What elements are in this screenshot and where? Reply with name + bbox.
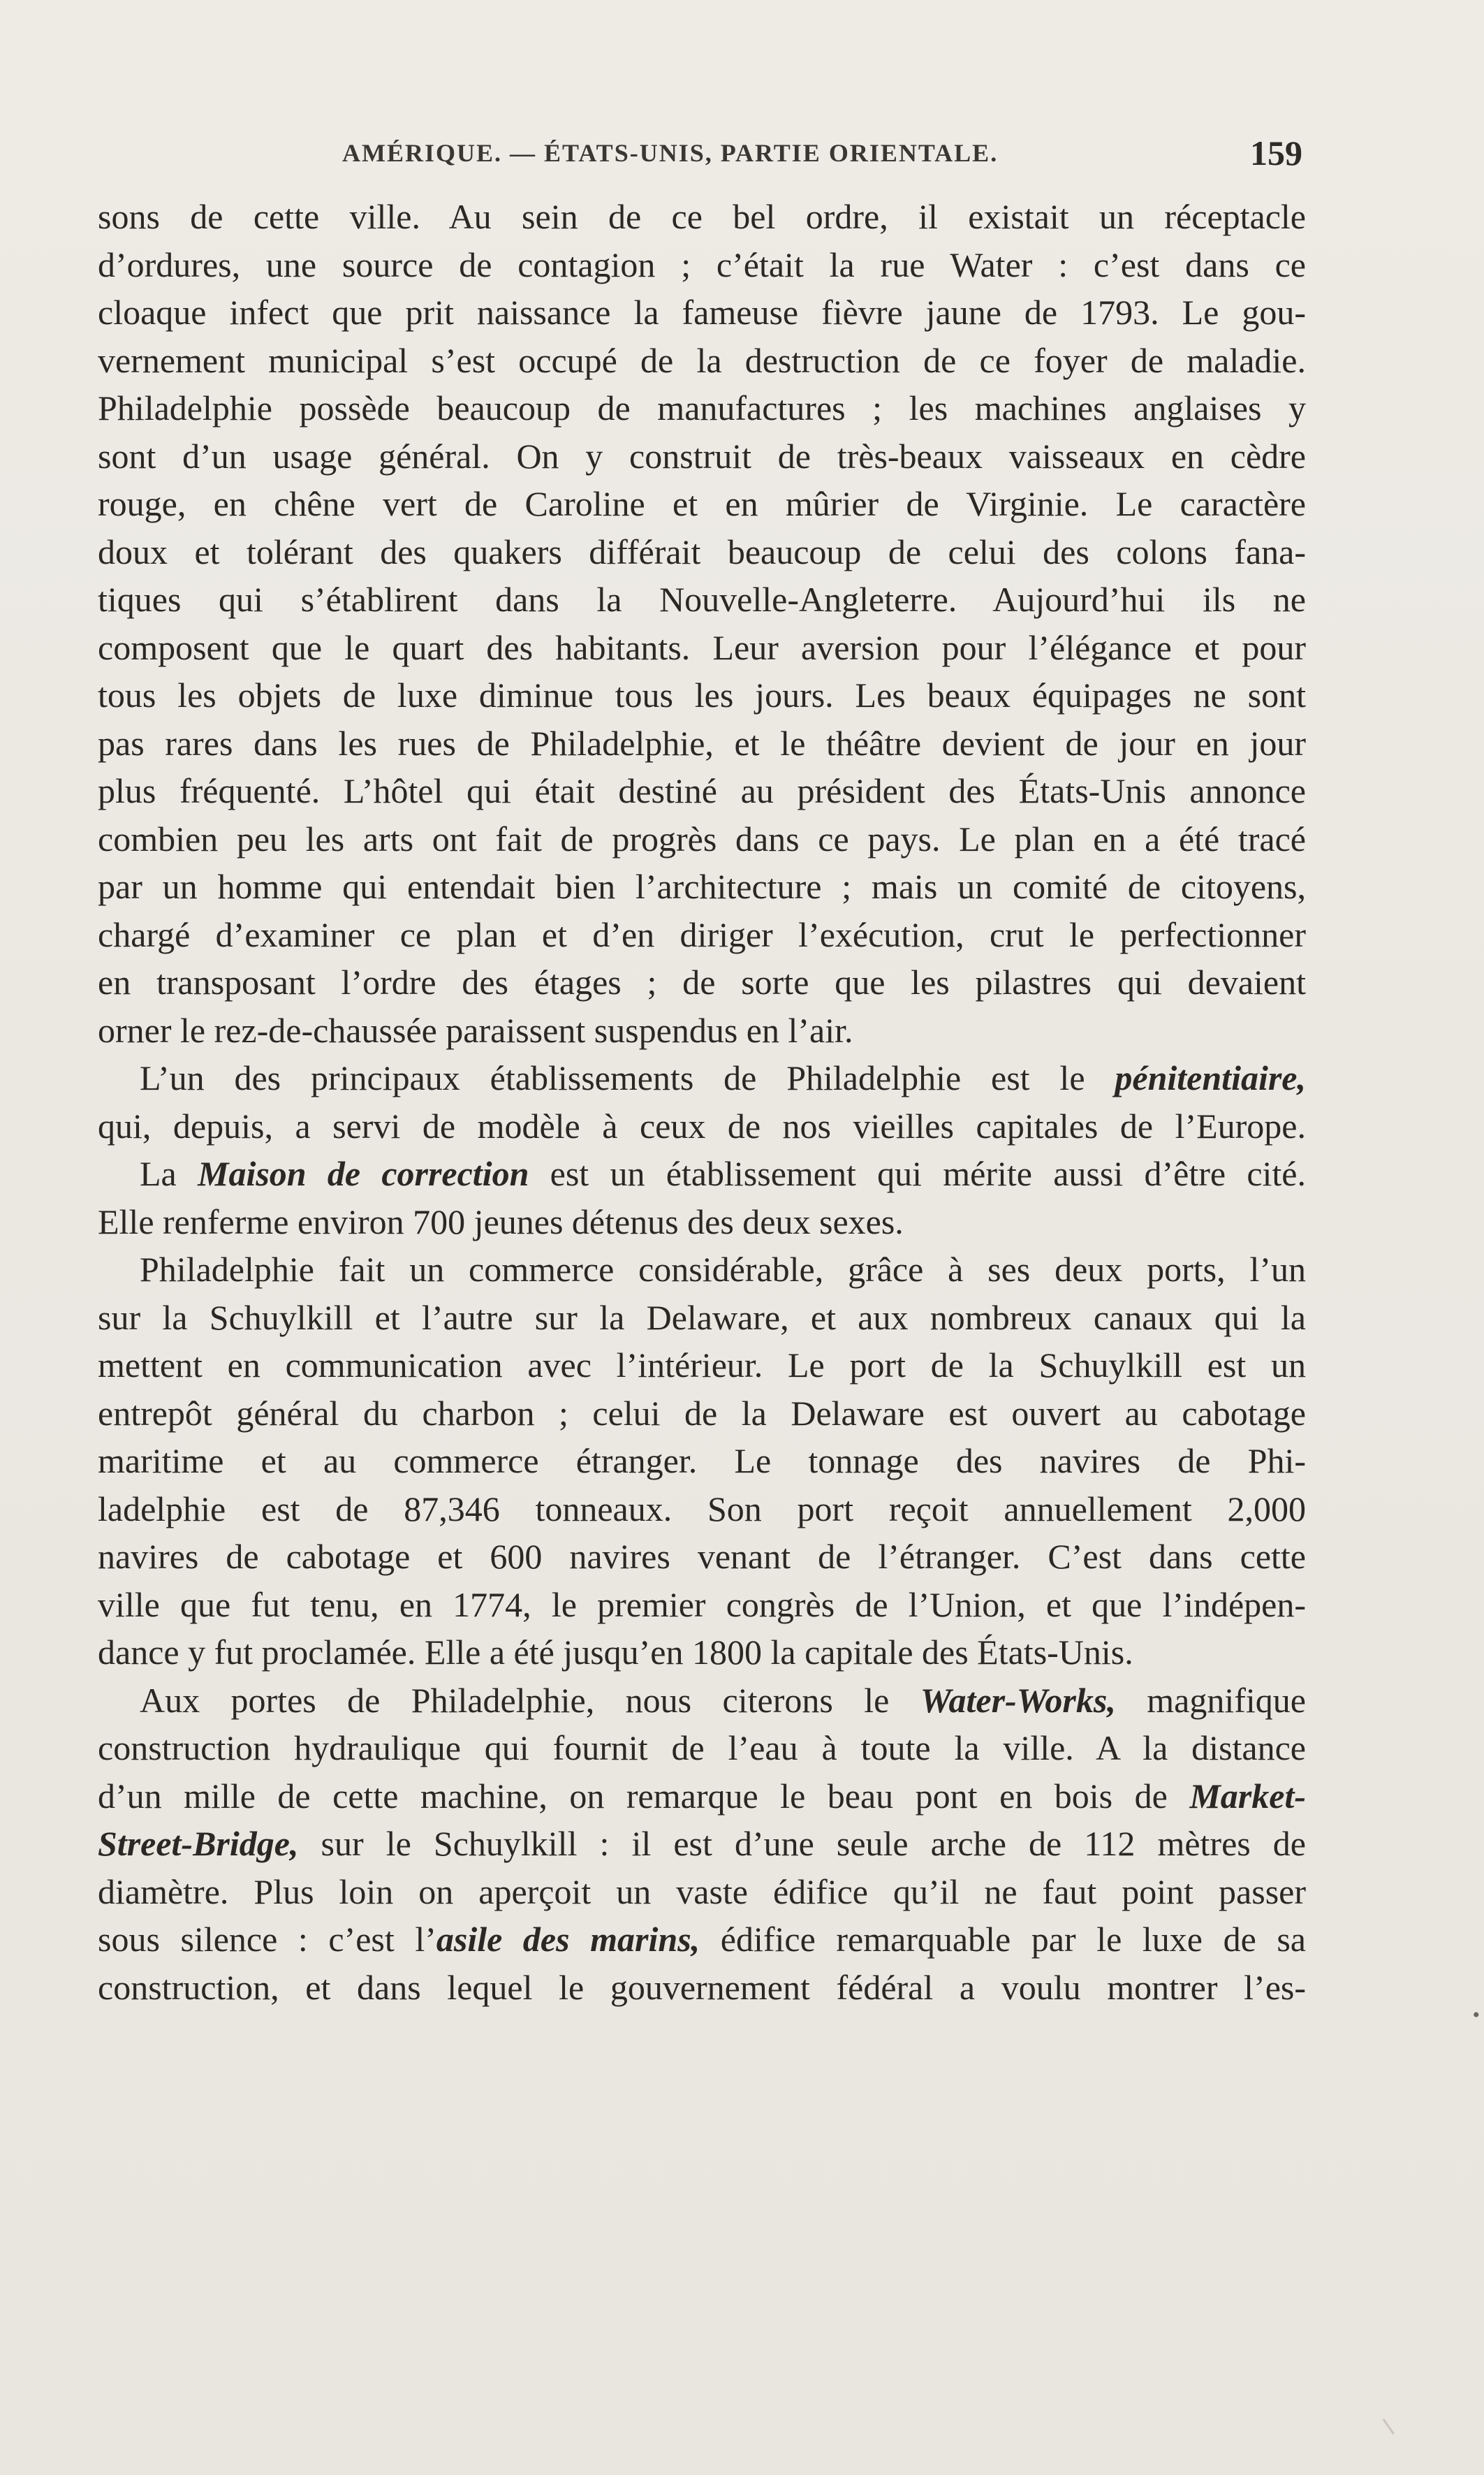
- text-line: [98, 1820, 1306, 1868]
- text-line: par un homme qui entendait bien l’architecture ; mais un comité de citoyens,: [98, 867, 1306, 906]
- text-line: sur la Schuylkill et l’autre sur la Delaware, et aux nombreux canaux qui la: [98, 1297, 1306, 1337]
- text-line: [98, 1915, 1306, 1964]
- text-line: orner le rez-de-chaussée paraissent suspendus en l’air.: [98, 1010, 853, 1050]
- text-run: La: [140, 1154, 198, 1193]
- text-line: chargé d’examiner ce plan et d’en diriger l’exécution, crut le perfectionner: [98, 914, 1306, 954]
- text-line: qui, depuis, a servi de modèle à ceux de nos vieilles capitales de l’Europe.: [98, 1106, 1306, 1146]
- text-line: construction hydraulique qui fournit de l’eau à toute la ville. A la distance: [98, 1728, 1306, 1767]
- margin-dot-mark: •: [1472, 2003, 1480, 2027]
- text-line: diamètre. Plus loin on aperçoit un vaste édifice qu’il ne faut point passer: [98, 1871, 1306, 1911]
- text-line: cloaque infect que prit naissance la fameuse fièvre jaune de 1793. Le gou-: [98, 293, 1306, 332]
- text-run: édifice remarquable par le luxe de sa: [700, 1920, 1306, 1959]
- text-line: dance y fut proclamée. Elle a été jusqu’en 1800 la capitale des États-Unis.: [98, 1633, 1133, 1672]
- text-line: maritime et au commerce étranger. Le tonnage des navires de Phi-: [98, 1441, 1306, 1480]
- text-line: sont d’un usage général. On y construit de très-beaux vaisseaux en cèdre: [98, 436, 1306, 476]
- text-line: combien peu les arts ont fait de progrès dans ce pays. Le plan en a été tracé: [98, 819, 1306, 859]
- text-line: [98, 1054, 1306, 1102]
- text-line: sons de cette ville. Au sein de ce bel ordre, il existait un réceptacle: [98, 197, 1306, 236]
- text-run: d’un mille de cette machine, on remarque le beau pont en bois de: [98, 1776, 1190, 1816]
- text-line: ladelphie est de 87,346 tonneaux. Son port reçoit annuellement 2,000: [98, 1489, 1306, 1528]
- text-line: ville que fut tenu, en 1774, le premier congrès de l’Union, et que l’indépen-: [98, 1584, 1306, 1624]
- text-line: tous les objets de luxe diminue tous les jours. Les beaux équipages ne sont: [98, 676, 1306, 715]
- text-run: sous silence : c’est l’: [98, 1920, 436, 1959]
- emphasis-market: Market-: [1189, 1776, 1306, 1816]
- text-run: est un établissement qui mérite aussi d’être cité.: [529, 1154, 1306, 1193]
- text-line: navires de cabotage et 600 navires venant de l’étranger. C’est dans cette: [98, 1537, 1306, 1576]
- text-line: d’ordures, une source de contagion ; c’était la rue Water : c’est dans ce: [98, 244, 1306, 284]
- text-line: vernement municipal s’est occupé de la destruction de ce foyer de maladie.: [98, 340, 1306, 380]
- text-line: doux et tolérant des quakers différait beaucoup de celui des colons fana-: [98, 532, 1306, 571]
- page-header: [342, 133, 1302, 182]
- text-line: mettent en communication avec l’intérieur. Le port de la Schuylkill est un: [98, 1345, 1306, 1385]
- text-line: [98, 1150, 1306, 1198]
- emphasis-water-works: Water-Works,: [920, 1680, 1116, 1720]
- running-head: AMÉRIQUE. — ÉTATS-UNIS, PARTIE ORIENTALE.: [342, 139, 999, 167]
- text-line: [98, 1772, 1306, 1820]
- emphasis-asile-des-marins: asile des marins,: [436, 1920, 700, 1959]
- text-line: en transposant l’ordre des étages ; de sorte que les pilastres qui devaient: [98, 963, 1306, 1002]
- text-line: [98, 1677, 1306, 1725]
- text-line: composent que le quart des habitants. Leur aversion pour l’élégance et pour: [98, 627, 1306, 667]
- emphasis-penitentiaire: pénitentiaire,: [1115, 1058, 1306, 1097]
- text-run: magnifique: [1115, 1680, 1306, 1720]
- text-line: Elle renferme environ 700 jeunes détenus des deux sexes.: [98, 1202, 904, 1241]
- text-line: Philadelphie fait un commerce considérable, grâce à ses deux ports, l’un: [140, 1250, 1306, 1289]
- emphasis-street-bridge: Street-Bridge,: [98, 1824, 299, 1863]
- text-line: plus fréquenté. L’hôtel qui était destiné au président des États-Unis annonce: [98, 771, 1306, 810]
- text-run: L’un des principaux établissements de Philadelphie est le: [140, 1058, 1115, 1097]
- text-line: rouge, en chêne vert de Caroline et en mûrier de Virginie. Le caractère: [98, 484, 1306, 523]
- page-number: 159: [1250, 133, 1302, 173]
- text-line: pas rares dans les rues de Philadelphie, et le théâtre devient de jour en jour: [98, 723, 1306, 763]
- text-run: sur le Schuylkill : il est d’une seule arche de 112 mètres de: [298, 1824, 1306, 1863]
- text-line: Philadelphie possède beaucoup de manufactures ; les machines anglaises y: [98, 388, 1306, 428]
- text-line: construction, et dans lequel le gouvernement fédéral a voulu montrer l’es-: [98, 1967, 1306, 2007]
- paper-blemish: [1383, 2411, 1406, 2434]
- text-run: Aux portes de Philadelphie, nous citerons le: [140, 1680, 920, 1720]
- text-line: entrepôt général du charbon ; celui de la Delaware est ouvert au cabotage: [98, 1393, 1306, 1433]
- emphasis-maison-de-correction: Maison de correction: [198, 1154, 529, 1193]
- text-line: tiques qui s’établirent dans la Nouvelle-Angleterre. Aujourd’hui ils ne: [98, 580, 1306, 619]
- body-text: [98, 193, 1306, 2011]
